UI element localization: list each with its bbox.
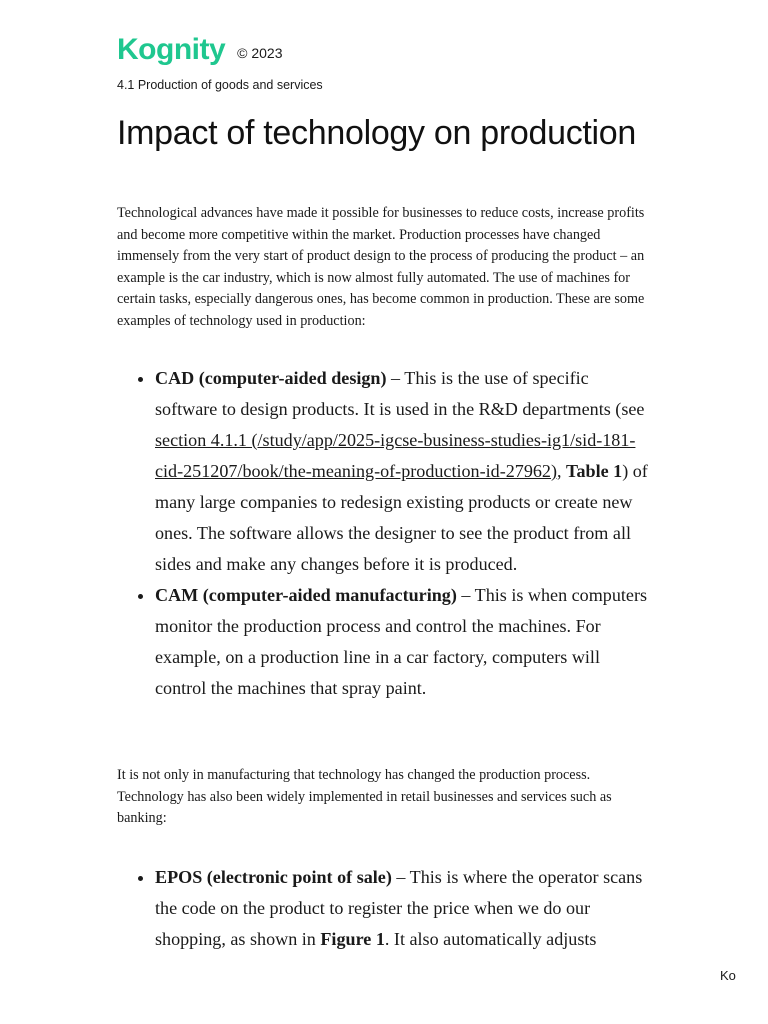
retail-paragraph: It is not only in manufacturing that technology has changed the production process. Technology has also been widely implemented in retail businesses and services such as banking: — [117, 767, 612, 826]
cam-text: – This is when computers monitor the production process and control the machines. For example, on a production line in a car factory, computers will control the machines that spray paint. — [155, 585, 648, 698]
cad-text-part1: – This is the use of specific software to design products. It is used in the R&D departments (see — [155, 368, 645, 419]
kognity-logo: Kognity — [117, 33, 226, 66]
list-item-epos — [155, 862, 653, 955]
cad-text-sep: , — [557, 461, 567, 481]
epos-text-part2: . It also automatically adjusts — [384, 929, 597, 949]
list-item-cad — [155, 363, 653, 580]
table-reference: Table 1 — [566, 461, 623, 481]
header — [117, 32, 283, 68]
term-cad: CAD (computer-aided design) — [155, 368, 387, 388]
technology-production-list — [117, 363, 653, 704]
section-link[interactable]: section 4.1.1 (/study/app/2025-igcse-business-studies-ig1/sid-181-cid-251207/book/the-meaning-of-production-id-27962) — [155, 430, 636, 481]
cad-text-part2: ) of many large companies to redesign existing products or create new ones. The software allows the designer to see the product from all sides and make any changes before it is produced. — [155, 461, 648, 574]
term-epos: EPOS (electronic point of sale) — [155, 867, 392, 887]
epos-text-part1: – This is where the operator scans the code on the product to register the price when we do our shopping, as shown in — [155, 867, 643, 949]
footer-logo-fragment: Ko — [720, 968, 736, 983]
copyright-notice: © 2023 — [237, 45, 283, 61]
page-title: Impact of technology on production — [117, 114, 637, 152]
breadcrumb: 4.1 Production of goods and services — [117, 78, 323, 92]
figure-reference: Figure 1 — [320, 929, 385, 949]
term-cam: CAM (computer-aided manufacturing) — [155, 585, 457, 605]
intro-paragraph: Technological advances have made it possible for businesses to reduce costs, increase profits and become more competitive within the market. Production processes have changed immensely from the very start of product design to the process of producing the product – an example is the car industry, which is now almost fully automated. The use of machines for certain tasks, especially dangerous ones, has become common in production. These are some examples of technology used in production: — [117, 205, 645, 329]
list-item-cam — [155, 580, 653, 704]
retail-technology-list — [117, 862, 653, 955]
